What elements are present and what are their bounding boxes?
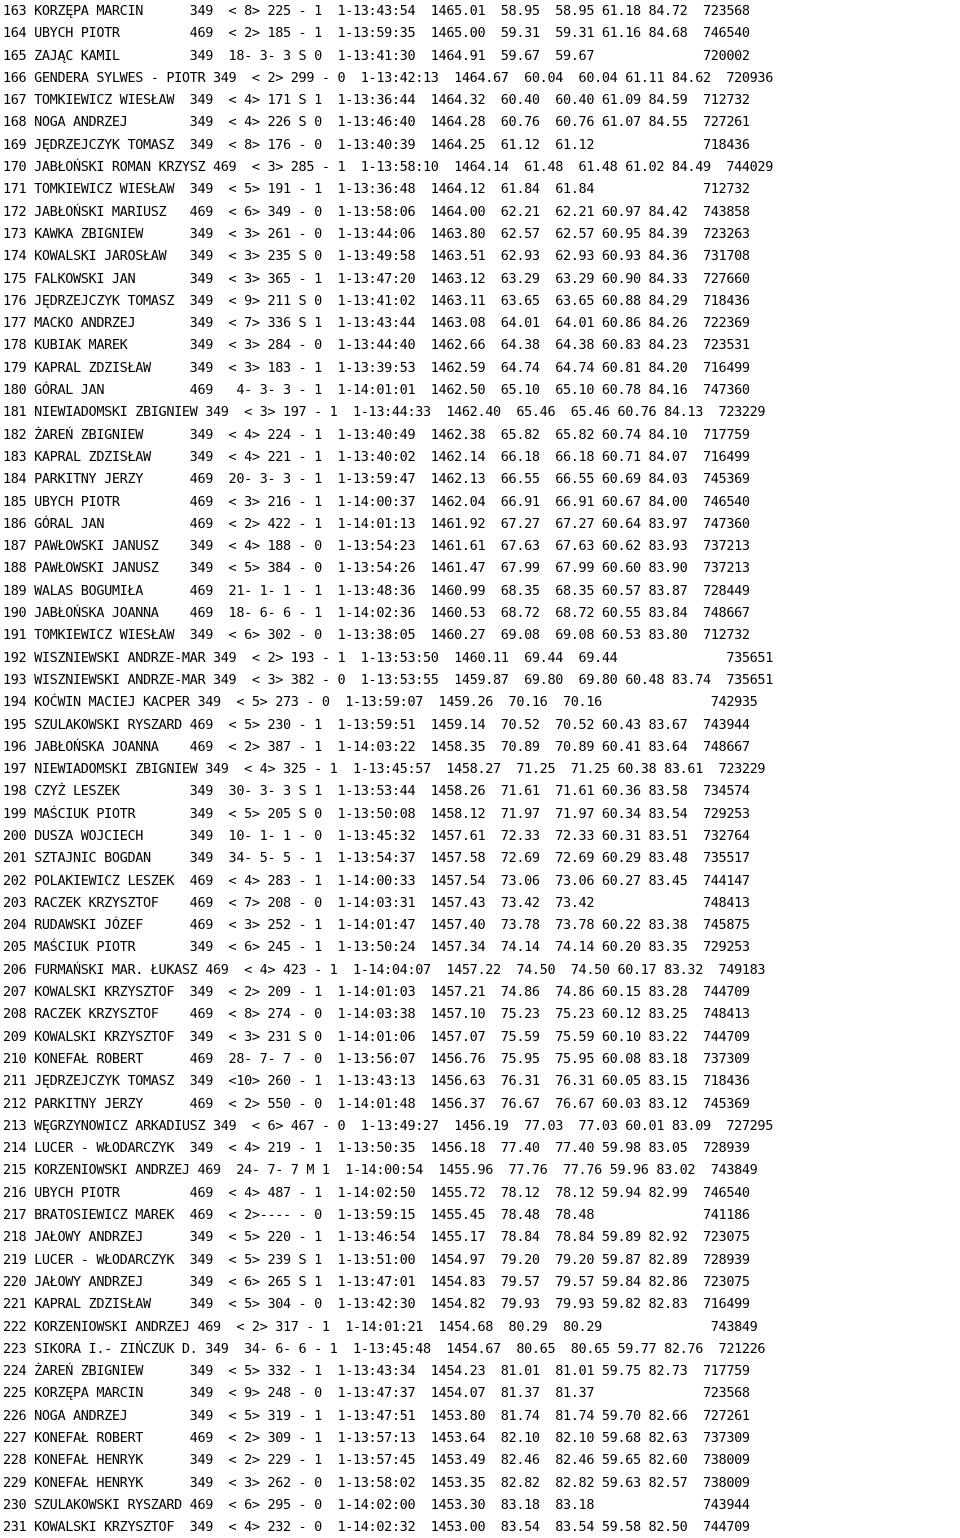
result-row: 209 KOWALSKI KRZYSZTOF 349 < 3> 231 S 0 1-14:01:06 1457.07 75.59 75.59 60.10 83.22 744709 <box>3 1028 750 1045</box>
result-row: 180 GÓRAL JAN 469 4- 3- 3 - 1 1-14:01:01 1462.50 65.10 65.10 60.78 84.16 747360 <box>3 382 750 399</box>
result-row: 225 KORZĘPA MARCIN 349 < 9> 248 - 0 1-13:47:37 1454.07 81.37 81.37 723568 <box>3 1385 750 1402</box>
result-row: 184 PARKITNY JERZY 469 20- 3- 3 - 1 1-13:59:47 1462.13 66.55 66.55 60.69 84.03 745369 <box>3 471 750 488</box>
result-row: 202 POLAKIEWICZ LESZEK 469 < 4> 283 - 1 1-14:00:33 1457.54 73.06 73.06 60.27 83.45 744147 <box>3 872 750 889</box>
result-row: 231 KOWALSKI KRZYSZTOF 349 < 4> 232 - 0 1-14:02:32 1453.00 83.54 83.54 59.58 82.50 744709 <box>3 1519 750 1536</box>
result-row: 188 PAWŁOWSKI JANUSZ 349 < 5> 384 - 0 1-13:54:26 1461.47 67.99 67.99 60.60 83.90 737213 <box>3 560 750 577</box>
result-row: 168 NOGA ANDRZEJ 349 < 4> 226 S 0 1-13:46:40 1464.28 60.76 60.76 61.07 84.55 727261 <box>3 114 750 131</box>
result-row: 176 JĘDRZEJCZYK TOMASZ 349 < 9> 211 S 0 1-13:41:02 1463.11 63.65 63.65 60.88 84.29 718436 <box>3 292 750 309</box>
result-row: 170 JABŁOŃSKI ROMAN KRZYSZ 469 < 3> 285 - 1 1-13:58:10 1464.14 61.48 61.48 61.02 84.49 744029 <box>3 159 773 176</box>
result-row: 230 SZULAKOWSKI RYSZARD 469 < 6> 295 - 0 1-14:02:00 1453.30 83.18 83.18 743944 <box>3 1496 750 1513</box>
result-row: 182 ŻAREŃ ZBIGNIEW 349 < 4> 224 - 1 1-13:40:49 1462.38 65.82 65.82 60.74 84.10 717759 <box>3 426 750 443</box>
result-row: 186 GÓRAL JAN 469 < 2> 422 - 1 1-14:01:13 1461.92 67.27 67.27 60.64 83.97 747360 <box>3 515 750 532</box>
result-row: 227 KONEFAŁ ROBERT 469 < 2> 309 - 1 1-13:57:13 1453.64 82.10 82.10 59.68 82.63 737309 <box>3 1430 750 1446</box>
result-row: 208 RACZEK KRZYSZTOF 469 < 8> 274 - 0 1-14:03:38 1457.10 75.23 75.23 60.12 83.25 748413 <box>3 1006 750 1023</box>
result-row: 171 TOMKIEWICZ WIESŁAW 349 < 5> 191 - 1 1-13:36:48 1464.12 61.84 61.84 712732 <box>3 181 750 198</box>
result-row: 222 KORZENIOWSKI ANDRZEJ 469 < 2> 317 - 1 1-14:01:21 1454.68 80.29 80.29 743849 <box>3 1318 758 1335</box>
result-row: 181 NIEWIADOMSKI ZBIGNIEW 349 < 3> 197 - 1 1-13:44:33 1462.40 65.46 65.46 60.76 84.13 723229 <box>3 404 766 421</box>
result-row: 206 FURMAŃSKI MAR. ŁUKASZ 469 < 4> 423 - 1 1-14:04:07 1457.22 74.50 74.50 60.17 83.32 749183 <box>3 961 766 978</box>
result-row: 173 KAWKA ZBIGNIEW 349 < 3> 261 - 0 1-13:44:06 1463.80 62.57 62.57 60.95 84.39 723263 <box>3 225 750 242</box>
result-row: 218 JAŁOWY ANDRZEJ 349 < 5> 220 - 1 1-13:46:54 1455.17 78.84 78.84 59.89 82.92 723075 <box>3 1229 750 1246</box>
result-row: 189 WALAS BOGUMIŁA 469 21- 1- 1 - 1 1-13:48:36 1460.99 68.35 68.35 60.57 83.87 728449 <box>3 582 750 599</box>
result-row: 223 SIKORA I.- ZIŃCZUK D. 349 34- 6- 6 - 1 1-13:45:48 1454.67 80.65 80.65 59.77 82.76 721226 <box>3 1340 766 1357</box>
result-row: 215 KORZENIOWSKI ANDRZEJ 469 24- 7- 7 M 1 1-14:00:54 1455.96 77.76 77.76 59.96 83.02 743849 <box>3 1162 758 1179</box>
result-row: 183 KAPRAL ZDZISŁAW 349 < 4> 221 - 1 1-13:40:02 1462.14 66.18 66.18 60.71 84.07 716499 <box>3 448 750 465</box>
result-row: 185 UBYCH PIOTR 469 < 3> 216 - 1 1-14:00:37 1462.04 66.91 66.91 60.67 84.00 746540 <box>3 493 750 510</box>
result-row: 187 PAWŁOWSKI JANUSZ 349 < 4> 188 - 0 1-13:54:23 1461.61 67.63 67.63 60.62 83.93 737213 <box>3 538 750 555</box>
result-row: 204 RUDAWSKI JÓZEF 469 < 3> 252 - 1 1-14:01:47 1457.40 73.78 73.78 60.22 83.38 745875 <box>3 917 750 934</box>
result-row: 172 JABŁOŃSKI MARIUSZ 469 < 6> 349 - 0 1-13:58:06 1464.00 62.21 62.21 60.97 84.42 743858 <box>3 203 750 220</box>
result-row: 226 NOGA ANDRZEJ 349 < 5> 319 - 1 1-13:47:51 1453.80 81.74 81.74 59.70 82.66 727261 <box>3 1407 750 1424</box>
result-row: 220 JAŁOWY ANDRZEJ 349 < 6> 265 S 1 1-13:47:01 1454.83 79.57 79.57 59.84 82.86 723075 <box>3 1273 750 1290</box>
result-row: 201 SZTAJNIC BOGDAN 349 34- 5- 5 - 1 1-13:54:37 1457.58 72.69 72.69 60.29 83.48 735517 <box>3 850 750 867</box>
result-row: 210 KONEFAŁ ROBERT 469 28- 7- 7 - 0 1-13:56:07 1456.76 75.95 75.95 60.08 83.18 737309 <box>3 1050 750 1067</box>
result-row: 197 NIEWIADOMSKI ZBIGNIEW 349 < 4> 325 - 1 1-13:45:57 1458.27 71.25 71.25 60.38 83.61 723229 <box>3 761 766 778</box>
result-row: 205 MAŚCIUK PIOTR 349 < 6> 245 - 1 1-13:50:24 1457.34 74.14 74.14 60.20 83.35 729253 <box>3 939 750 956</box>
result-row: 191 TOMKIEWICZ WIESŁAW 349 < 6> 302 - 0 1-13:38:05 1460.27 69.08 69.08 60.53 83.80 712732 <box>3 627 750 644</box>
result-row: 212 PARKITNY JERZY 469 < 2> 550 - 0 1-14:01:48 1456.37 76.67 76.67 60.03 83.12 745369 <box>3 1095 750 1112</box>
result-row: 199 MAŚCIUK PIOTR 349 < 5> 205 S 0 1-13:50:08 1458.12 71.97 71.97 60.34 83.54 729253 <box>3 805 750 822</box>
result-row: 164 UBYCH PIOTR 469 < 2> 185 - 1 1-13:59:35 1465.00 59.31 59.31 61.16 84.68 746540 <box>3 25 750 42</box>
result-row: 198 CZYŻ LESZEK 349 30- 3- 3 S 1 1-13:53:44 1458.26 71.61 71.61 60.36 83.58 734574 <box>3 783 750 800</box>
result-row: 178 KUBIAK MAREK 349 < 3> 284 - 0 1-13:44:40 1462.66 64.38 64.38 60.83 84.23 723531 <box>3 337 750 354</box>
result-row: 224 ŻAREŃ ZBIGNIEW 349 < 5> 332 - 1 1-13:43:34 1454.23 81.01 81.01 59.75 82.73 717759 <box>3 1363 750 1380</box>
result-row: 167 TOMKIEWICZ WIESŁAW 349 < 4> 171 S 1 1-13:36:44 1464.32 60.40 60.40 61.09 84.59 712732 <box>3 92 750 109</box>
result-row: 192 WISZNIEWSKI ANDRZE-MAR 349 < 2> 193 - 1 1-13:53:50 1460.11 69.44 69.44 735651 <box>3 649 773 666</box>
result-row: 228 KONEFAŁ HENRYK 349 < 2> 229 - 1 1-13:57:45 1453.49 82.46 82.46 59.65 82.60 738009 <box>3 1452 750 1469</box>
result-row: 166 GENDERA SYLWES - PIOTR 349 < 2> 299 - 0 1-13:42:13 1464.67 60.04 60.04 61.11 84.62 720936 <box>3 69 773 86</box>
result-row: 200 DUSZA WOJCIECH 349 10- 1- 1 - 0 1-13:45:32 1457.61 72.33 72.33 60.31 83.51 732764 <box>3 827 750 844</box>
result-row: 203 RACZEK KRZYSZTOF 469 < 7> 208 - 0 1-14:03:31 1457.43 73.42 73.42 748413 <box>3 894 750 911</box>
result-row: 174 KOWALSKI JAROSŁAW 349 < 3> 235 S 0 1-13:49:58 1463.51 62.93 62.93 60.93 84.36 731708 <box>3 248 750 265</box>
result-row: 216 UBYCH PIOTR 469 < 4> 487 - 1 1-14:02:50 1455.72 78.12 78.12 59.94 82.99 746540 <box>3 1184 750 1201</box>
result-row: 219 LUCER - WŁODARCZYK 349 < 5> 239 S 1 1-13:51:00 1454.97 79.20 79.20 59.87 82.89 728939 <box>3 1251 750 1268</box>
result-row: 175 FALKOWSKI JAN 349 < 3> 365 - 1 1-13:47:20 1463.12 63.29 63.29 60.90 84.33 727660 <box>3 270 750 287</box>
result-row: 179 KAPRAL ZDZISŁAW 349 < 3> 183 - 1 1-13:39:53 1462.59 64.74 64.74 60.81 84.20 716499 <box>3 359 750 376</box>
result-row: 193 WISZNIEWSKI ANDRZE-MAR 349 < 3> 382 - 0 1-13:53:55 1459.87 69.80 69.80 60.48 83.74 735651 <box>3 671 773 688</box>
result-row: 229 KONEFAŁ HENRYK 349 < 3> 262 - 0 1-13:58:02 1453.35 82.82 82.82 59.63 82.57 738009 <box>3 1474 750 1491</box>
result-row: 213 WĘGRZYNOWICZ ARKADIUSZ 349 < 6> 467 - 0 1-13:49:27 1456.19 77.03 77.03 60.01 83.09 727295 <box>3 1117 773 1134</box>
result-row: 211 JĘDRZEJCZYK TOMASZ 349 <10> 260 - 1 1-13:43:13 1456.63 76.31 76.31 60.05 83.15 718436 <box>3 1073 750 1090</box>
result-row: 196 JABŁOŃSKA JOANNA 469 < 2> 387 - 1 1-14:03:22 1458.35 70.89 70.89 60.41 83.64 748667 <box>3 738 750 755</box>
result-row: 214 LUCER - WŁODARCZYK 349 < 4> 219 - 1 1-13:50:35 1456.18 77.40 77.40 59.98 83.05 728939 <box>3 1140 750 1157</box>
result-row: 195 SZULAKOWSKI RYSZARD 469 < 5> 230 - 1 1-13:59:51 1459.14 70.52 70.52 60.43 83.67 743944 <box>3 716 750 733</box>
result-row: 169 JĘDRZEJCZYK TOMASZ 349 < 8> 176 - 0 1-13:40:39 1464.25 61.12 61.12 718436 <box>3 136 750 153</box>
result-row: 217 BRATOSIEWICZ MAREK 469 < 2>---- - 0 1-13:59:15 1455.45 78.48 78.48 741186 <box>3 1207 750 1224</box>
result-row: 165 ZAJĄC KAMIL 349 18- 3- 3 S 0 1-13:41:30 1464.91 59.67 59.67 720002 <box>3 47 750 64</box>
result-row: 177 MACKO ANDRZEJ 349 < 7> 336 S 1 1-13:43:44 1463.08 64.01 64.01 60.86 84.26 722369 <box>3 315 750 332</box>
result-row: 207 KOWALSKI KRZYSZTOF 349 < 2> 209 - 1 1-14:01:03 1457.21 74.86 74.86 60.15 83.28 744709 <box>3 984 750 1001</box>
result-row: 163 KORZĘPA MARCIN 349 < 8> 225 - 1 1-13:43:54 1465.01 58.95 58.95 61.18 84.72 723568 <box>3 3 750 19</box>
result-row: 190 JABŁOŃSKA JOANNA 469 18- 6- 6 - 1 1-14:02:36 1460.53 68.72 68.72 60.55 83.84 748667 <box>3 605 750 622</box>
result-row: 221 KAPRAL ZDZISŁAW 349 < 5> 304 - 0 1-13:42:30 1454.82 79.93 79.93 59.82 82.83 716499 <box>3 1296 750 1313</box>
result-row: 194 KOĆWIN MACIEJ KACPER 349 < 5> 273 - 0 1-13:59:07 1459.26 70.16 70.16 742935 <box>3 694 758 711</box>
